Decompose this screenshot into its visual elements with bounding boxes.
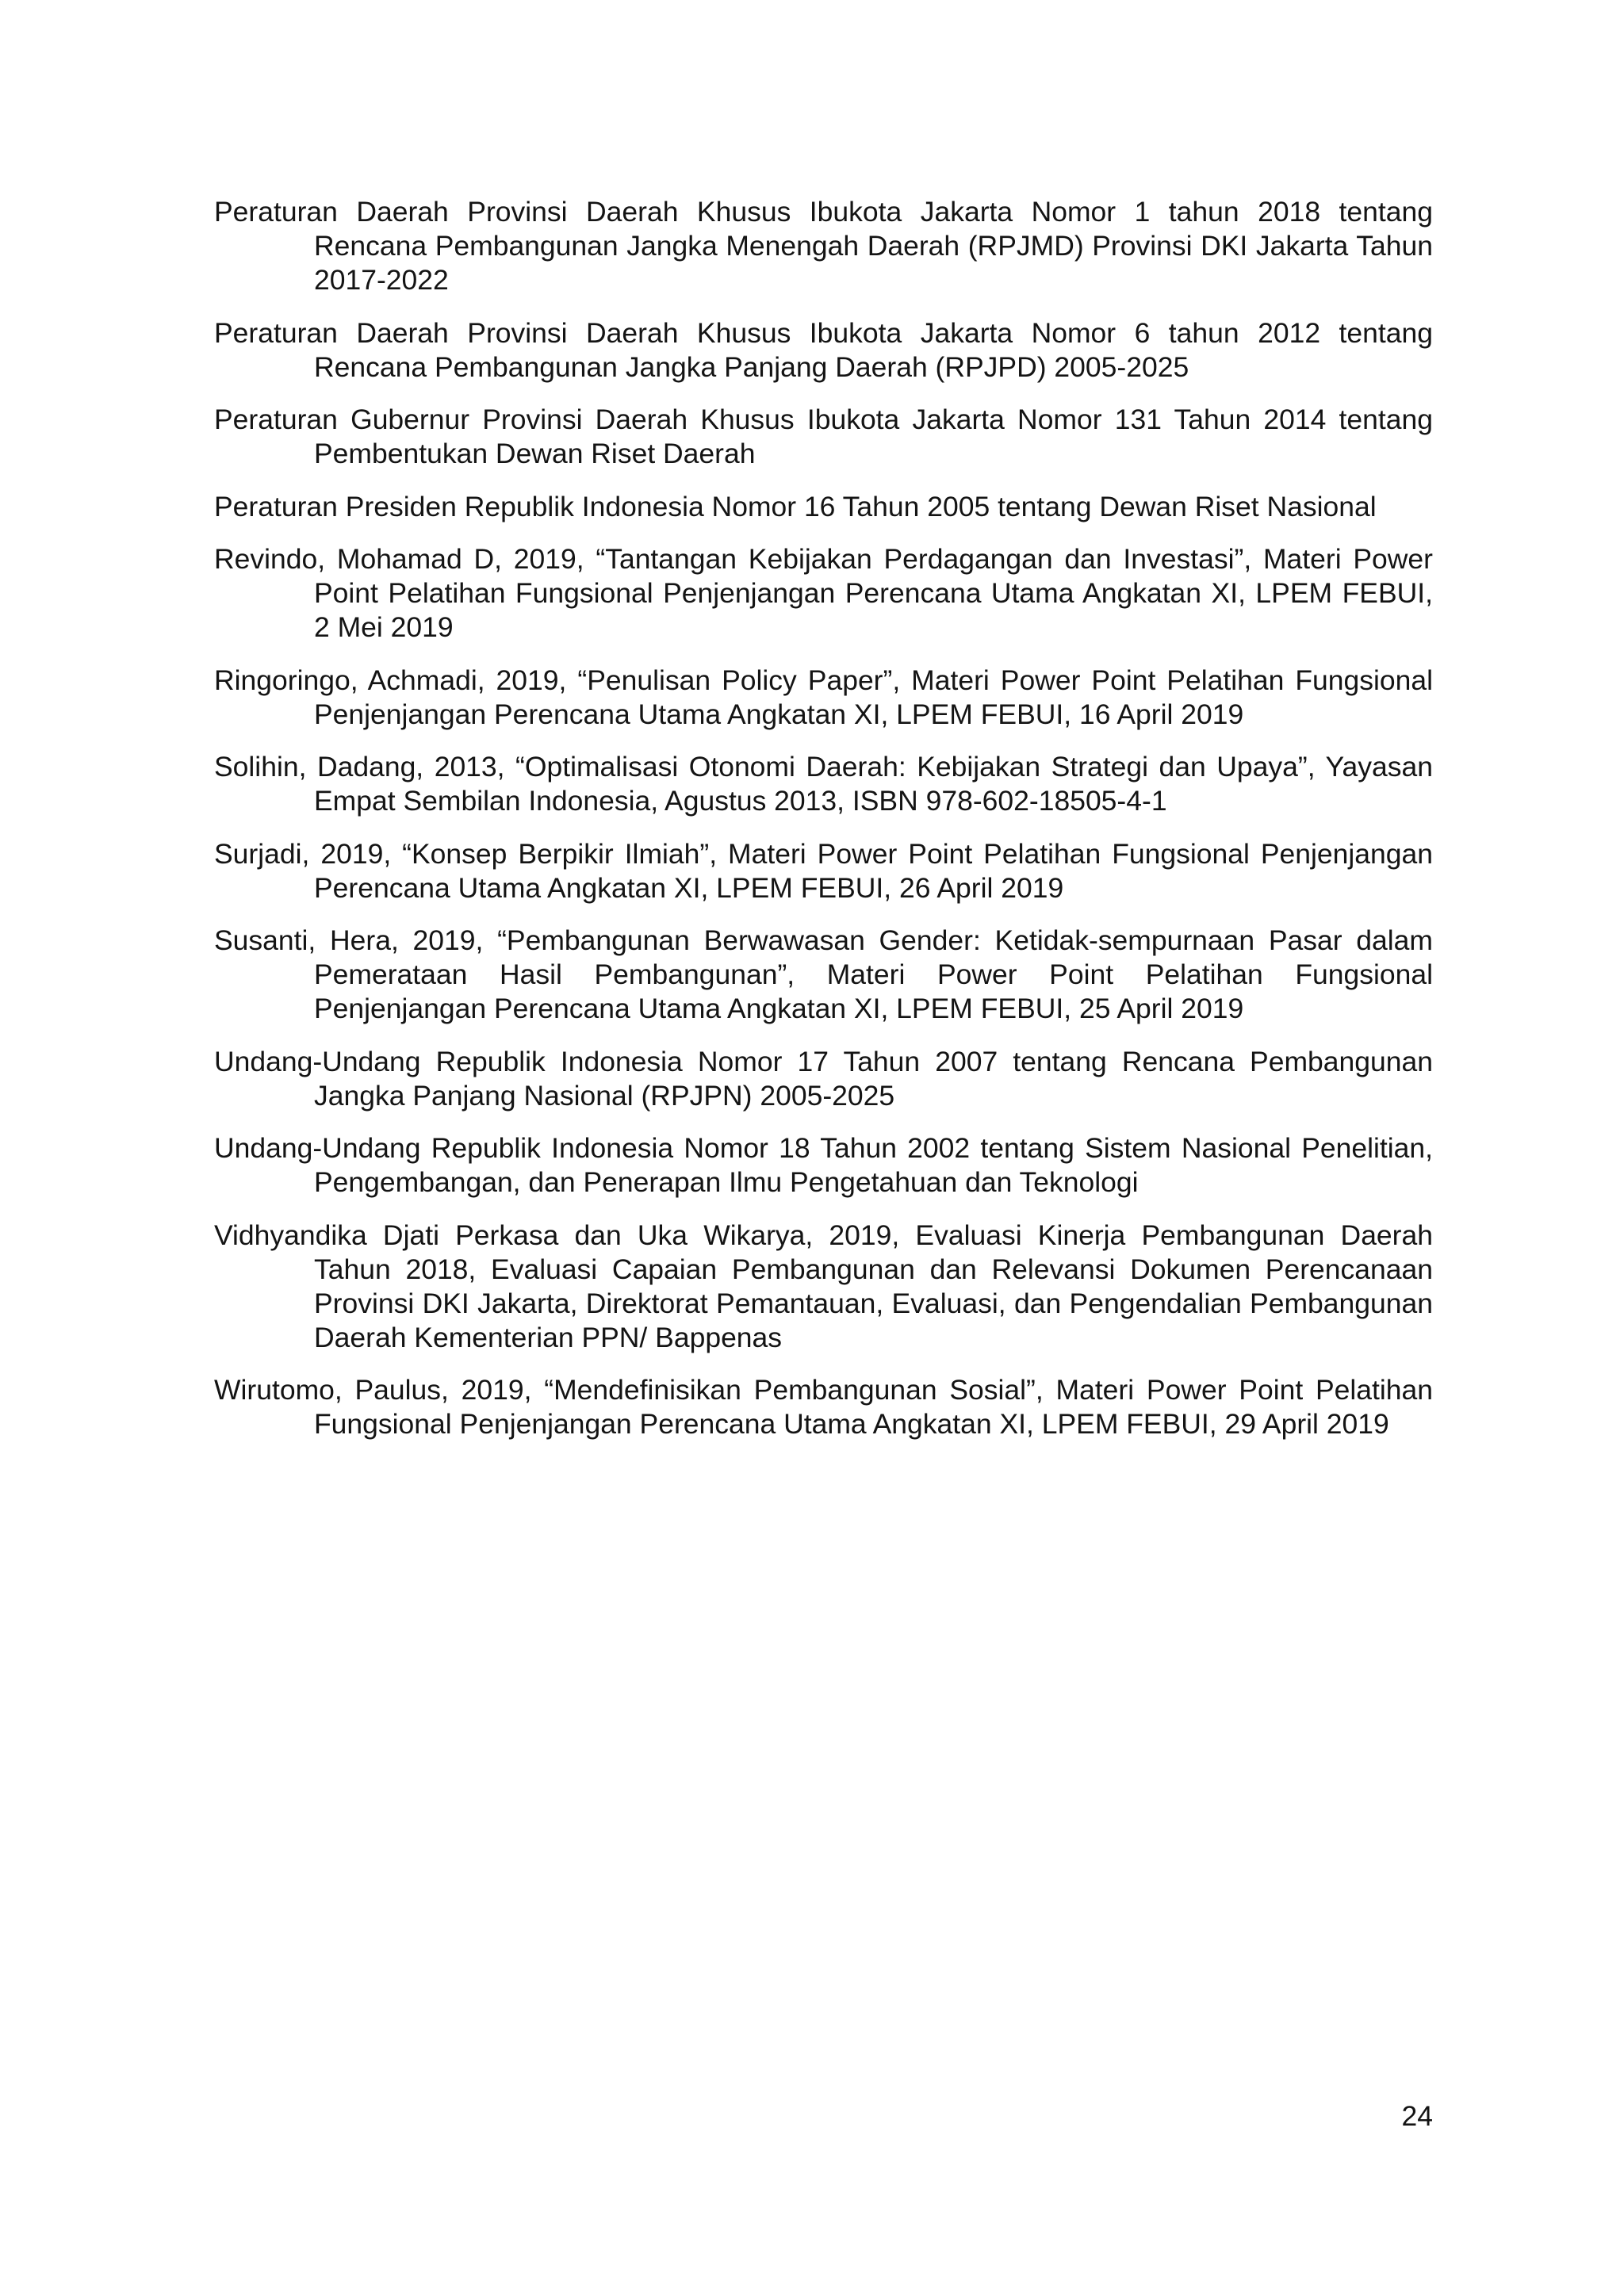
reference-entry: Undang-Undang Republik Indonesia Nomor 18 Tahun 2002 tentang Sistem Nasional Penelitian, Pengembangan, dan Penerapan Ilmu Pengetahuan dan Teknologi <box>214 1132 1433 1198</box>
reference-entry: Undang-Undang Republik Indonesia Nomor 17 Tahun 2007 tentang Rencana Pembangunan Jangka Panjang Nasional (RPJPN) 2005-2025 <box>214 1045 1433 1112</box>
reference-list <box>214 195 1433 1460</box>
reference-entry: Wirutomo, Paulus, 2019, “Mendefinisikan Pembangunan Sosial”, Materi Power Point Pelatihan Fungsional Penjenjangan Perencana Utama Angkatan XI, LPEM FEBUI, 29 April 2019 <box>214 1374 1433 1440</box>
reference-entry: Surjadi, 2019, “Konsep Berpikir Ilmiah”, Materi Power Point Pelatihan Fungsional Penjenjangan Perencana Utama Angkatan XI, LPEM FEBUI, 26 April 2019 <box>214 837 1433 904</box>
reference-entry: Solihin, Dadang, 2013, “Optimalisasi Otonomi Daerah: Kebijakan Strategi dan Upaya”, Yayasan Empat Sembilan Indonesia, Agustus 2013, ISBN 978-602-18505-4-1 <box>214 751 1433 817</box>
reference-entry: Peraturan Presiden Republik Indonesia Nomor 16 Tahun 2005 tentang Dewan Riset Nasional <box>214 490 1377 522</box>
reference-entry: Susanti, Hera, 2019, “Pembangunan Berwawasan Gender: Ketidak-sempurnaan Pasar dalam Pemerataan Hasil Pembangunan”, Materi Power Point Pelatihan Fungsional Penjenjangan Perencana Utama Angkatan XI, LPEM FEBUI, 25 April 2019 <box>214 924 1433 1024</box>
reference-entry: Peraturan Daerah Provinsi Daerah Khusus Ibukota Jakarta Nomor 6 tahun 2012 tentang Rencana Pembangunan Jangka Panjang Daerah (RPJPD) 2005-2025 <box>214 316 1433 383</box>
reference-entry: Vidhyandika Djati Perkasa dan Uka Wikarya, 2019, Evaluasi Kinerja Pembangunan Daerah Tahun 2018, Evaluasi Capaian Pembangunan dan Relevansi Dokumen Perencanaan Provinsi DKI Jakarta, Direktorat Pemantauan, Evaluasi, dan Pengendalian Pembangunan Daerah Kementerian PPN/ Bappenas <box>214 1219 1433 1353</box>
page-number: 24 <box>1401 2100 1433 2132</box>
reference-entry: Peraturan Daerah Provinsi Daerah Khusus Ibukota Jakarta Nomor 1 tahun 2018 tentang Rencana Pembangunan Jangka Menengah Daerah (RPJMD) Provinsi DKI Jakarta Tahun 2017-2022 <box>214 196 1433 296</box>
reference-entry: Peraturan Gubernur Provinsi Daerah Khusus Ibukota Jakarta Nomor 131 Tahun 2014 tentang Pembentukan Dewan Riset Daerah <box>214 404 1433 469</box>
reference-entry: Ringoringo, Achmadi, 2019, “Penulisan Policy Paper”, Materi Power Point Pelatihan Fungsional Penjenjangan Perencana Utama Angkatan XI, LPEM FEBUI, 16 April 2019 <box>214 664 1433 730</box>
reference-entry: Revindo, Mohamad D, 2019, “Tantangan Kebijakan Perdagangan dan Investasi”, Materi Power Point Pelatihan Fungsional Penjenjangan Perencana Utama Angkatan XI, LPEM FEBUI, 2 Mei 2019 <box>214 543 1433 643</box>
